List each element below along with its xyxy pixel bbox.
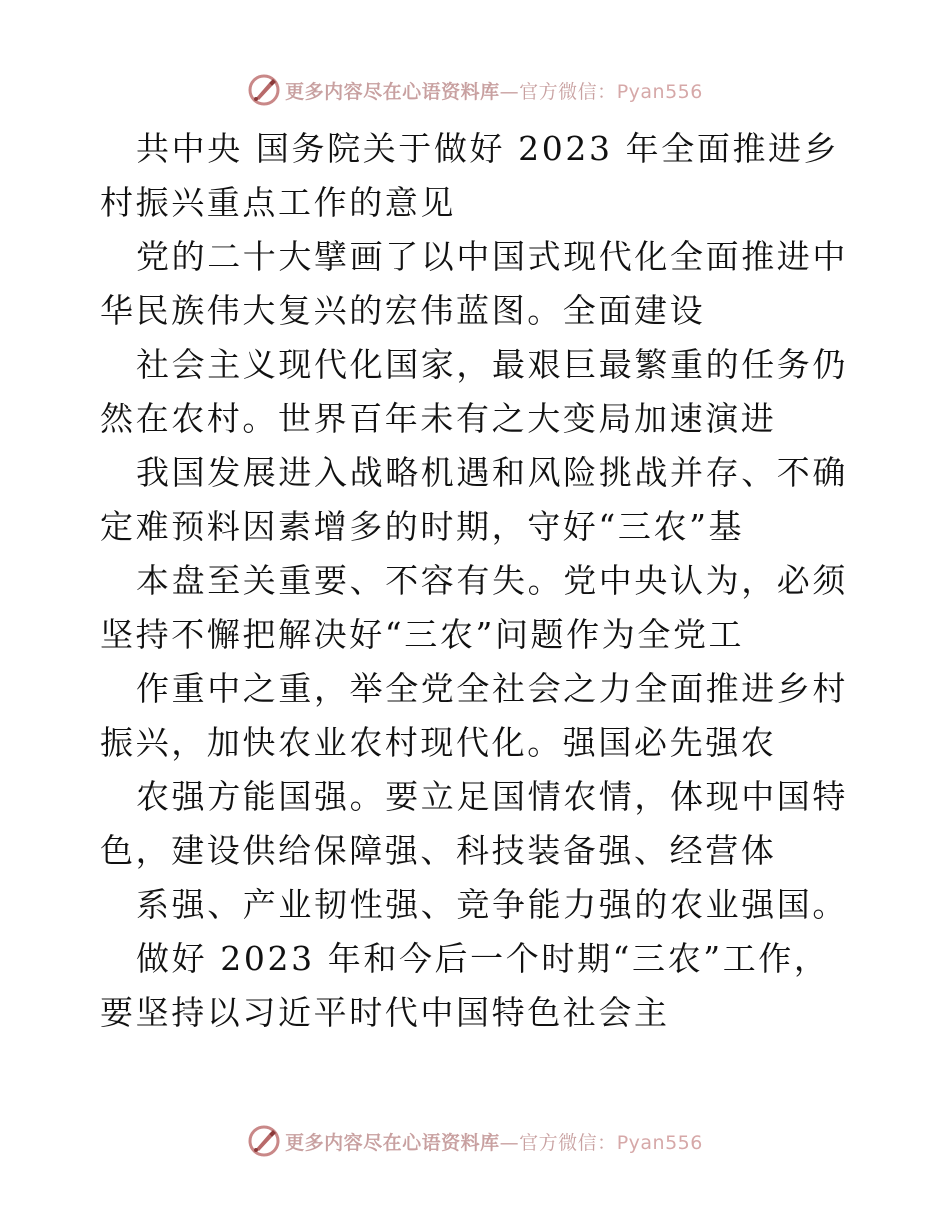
watermark-dash: — [499,80,520,103]
watermark-title: 更多内容尽在心语资料库 [285,1131,500,1154]
document-title: 共中央 国务院关于做好 2023 年全面推进乡村振兴重点工作的意见 [100,129,840,222]
paragraph: 社会主义现代化国家，最艰巨最繁重的任务仍然在农村。世界百年未有之大变局加速演进 [100,345,848,438]
paragraph: 我国发展进入战略机遇和风险挑战并存、不确定难预料因素增多的时期，守好“三农”基 [100,453,848,546]
paragraph: 系强、产业韧性强、竞争能力强的农业强国。 [136,885,848,924]
watermark-dash: — [499,1131,520,1154]
watermark-label: 官方微信： [519,1131,617,1154]
document-body [100,122,860,1040]
watermark-wechat-id: Pyan556 [616,80,703,103]
pen-logo-icon [247,1124,281,1158]
paragraph: 做好 2023 年和今后一个时期“三农”工作，要坚持以习近平时代中国特色社会主 [100,939,830,1032]
paragraph: 作重中之重，举全党全社会之力全面推进乡村振兴，加快农业农村现代化。强国必先强农 [100,669,848,762]
pen-logo-icon [247,73,281,107]
paragraph: 党的二十大擘画了以中国式现代化全面推进中华民族伟大复兴的宏伟蓝图。全面建设 [100,237,848,330]
watermark-title: 更多内容尽在心语资料库 [285,80,500,103]
watermark-text [285,1128,703,1155]
watermark-text [285,77,703,104]
footer-watermark [0,1121,950,1161]
watermark-label: 官方微信： [519,80,617,103]
watermark-wechat-id: Pyan556 [616,1131,703,1154]
paragraph: 农强方能国强。要立足国情农情，体现中国特色，建设供给保障强、科技装备强、经营体 [100,777,848,870]
header-watermark [0,70,950,110]
paragraph: 本盘至关重要、不容有失。党中央认为，必须坚持不懈把解决好“三农”问题作为全党工 [100,561,848,654]
